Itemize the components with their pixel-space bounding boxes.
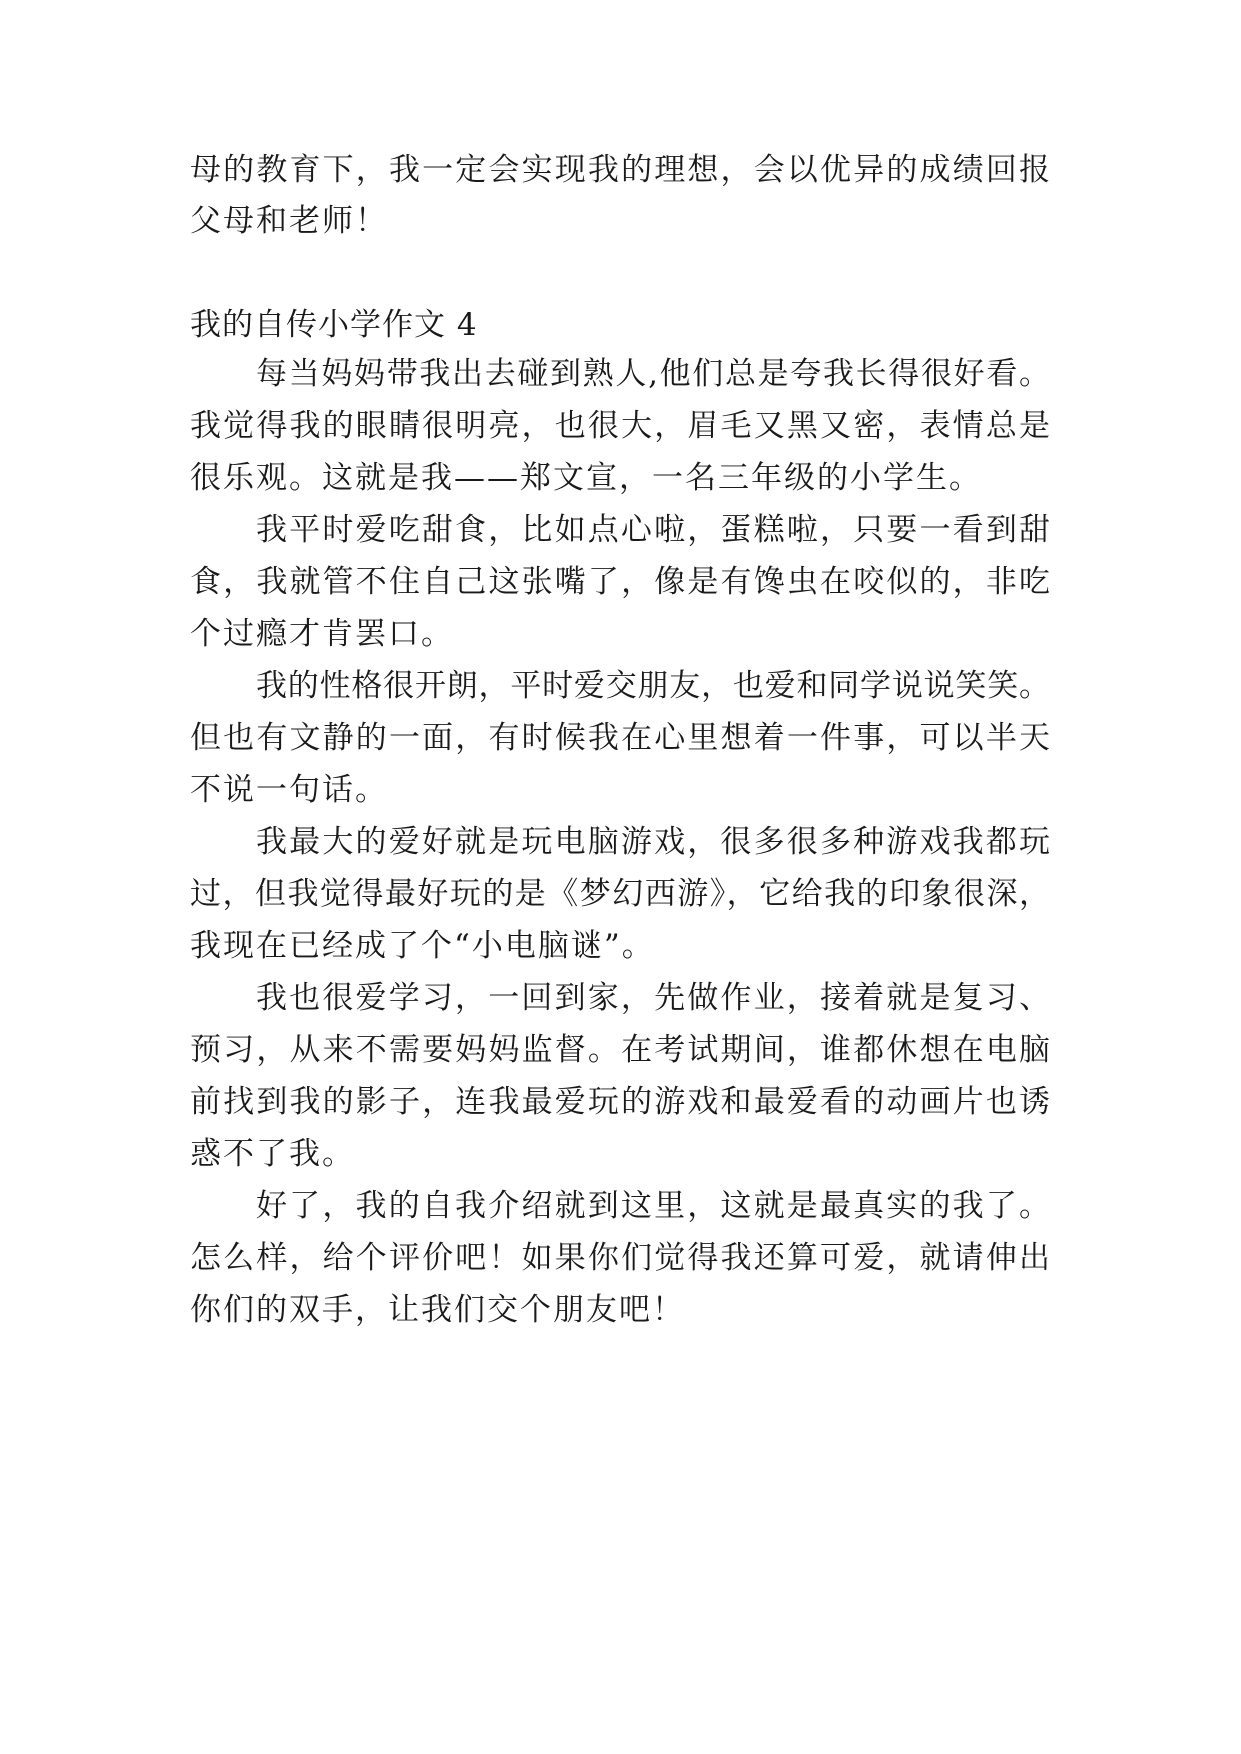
paragraph-line: 怎么样，给个评价吧！如果你们觉得我还算可爱，就请伸出 <box>190 1240 1050 1276</box>
paragraph-line: 我觉得我的眼睛很明亮，也很大，眉毛又黑又密，表情总是 <box>190 408 1050 444</box>
paragraph-line: 食，我就管不住自己这张嘴了，像是有馋虫在咬似的，非吃 <box>190 564 1050 600</box>
paragraph-line: 前找到我的影子，连我最爱玩的游戏和最爱看的动画片也诱 <box>190 1084 1050 1120</box>
paragraph-line: 不说一句话。 <box>190 772 388 808</box>
paragraph-line: 每当妈妈带我出去碰到熟人,他们总是夸我长得很好看。 <box>256 356 1050 392</box>
paragraph-line: 你们的双手，让我们交个朋友吧！ <box>190 1292 685 1328</box>
paragraph-line: 我也很爱学习，一回到家，先做作业，接着就是复习、 <box>256 980 1050 1016</box>
paragraph-line: 好了，我的自我介绍就到这里，这就是最真实的我了。 <box>256 1188 1050 1224</box>
paragraph-line: 我最大的爱好就是玩电脑游戏，很多很多种游戏我都玩 <box>256 824 1050 860</box>
section-title: 我的自传小学作文 4 <box>190 307 478 343</box>
continuation-line: 父母和老师！ <box>190 203 388 239</box>
paragraph-line: 我现在已经成了个“小电脑谜”。 <box>190 928 655 964</box>
paragraph-line: 惑不了我。 <box>190 1136 355 1172</box>
continuation-line: 母的教育下，我一定会实现我的理想，会以优异的成绩回报 <box>190 152 1050 188</box>
paragraph-line: 但也有文静的一面，有时候我在心里想着一件事，可以半天 <box>190 720 1050 756</box>
paragraph-line: 预习，从来不需要妈妈监督。在考试期间，谁都休想在电脑 <box>190 1032 1050 1068</box>
paragraph-line: 很乐观。这就是我——郑文宣，一名三年级的小学生。 <box>190 460 982 496</box>
paragraph-line: 我的性格很开朗，平时爱交朋友，也爱和同学说说笑笑。 <box>256 668 1050 704</box>
paragraph-line: 过，但我觉得最好玩的是《梦幻西游》，它给我的印象很深， <box>190 876 1050 912</box>
paragraph-line: 我平时爱吃甜食，比如点心啦，蛋糕啦，只要一看到甜 <box>256 512 1050 548</box>
paragraph-line: 个过瘾才肯罢口。 <box>190 616 454 652</box>
